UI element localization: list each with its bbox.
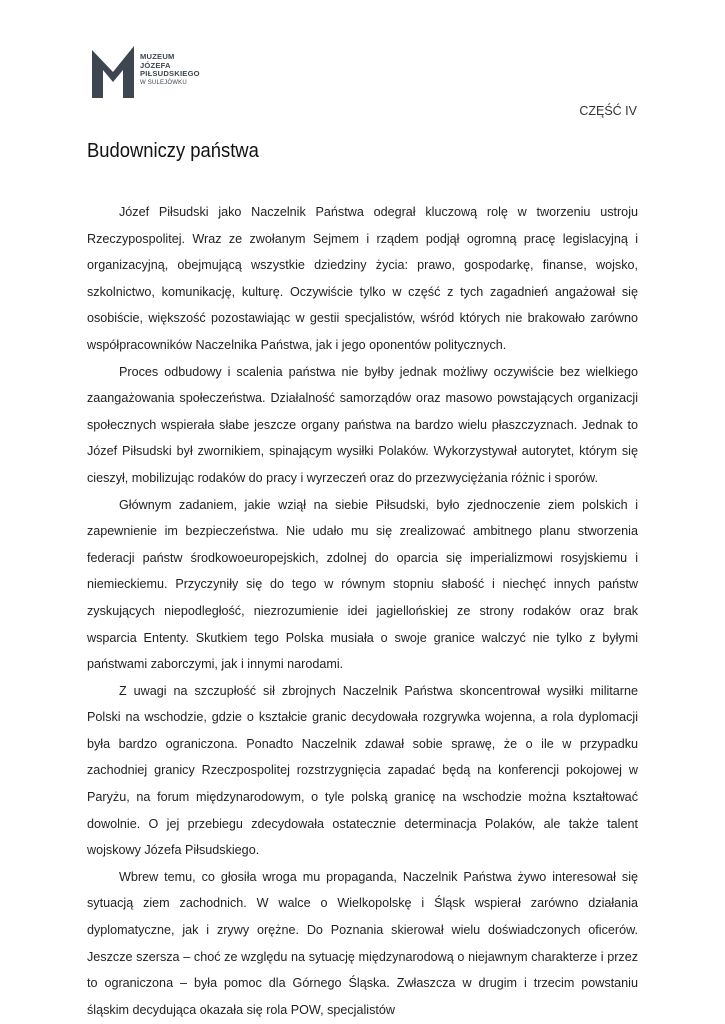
paragraph: Głównym zadaniem, jakie wziął na siebie Piłsudski, było zjednoczenie ziem polskich i zapewnienie im bezpieczeństwa. Nie udało mu się zrealizować ambitnego planu stworzenia federacji państw środkowoeuropejskich, zdolnej do oparcia się imperializmowi rosyjskiemu i niemieckiemu. Przyczyniły się do tego w równym stopniu słabość i niechęć innych państw zyskujących niepodległość, niezrozumienie idei jagiellońskiej ze strony rodaków oraz brak wsparcia Ententy. Skutkiem tego Polska musiała o swoje granice walczyć nie tylko z byłymi państwami zaborczymi, jak i innymi narodami. (87, 497, 638, 672)
document-body (87, 199, 638, 1023)
museum-logo-text (140, 53, 200, 87)
paragraph: Józef Piłsudski jako Naczelnik Państwa odegrał kluczową rolę w tworzeniu ustroju Rzeczypospolitej. Wraz ze zwołanym Sejmem i rządem podjął ogromną pracę legislacyjną i organizacyjną, obejmującą wszystkie dziedziny życia: prawo, gospodarkę, finanse, wojsko, szkolnictwo, komunikację, kulturę. Oczywiście tylko w część z tych zagadnień angażował się osobiście, większość pozostawiając w gestii specjalistów, wśród których nie brakowało zarówno współpracowników Naczelnika Państwa, jak i jego oponentów politycznych. (87, 205, 638, 352)
logo-line-1: MUZEUM (140, 52, 175, 61)
museum-logo-mark-icon (90, 44, 136, 100)
paragraph: Proces odbudowy i scalenia państwa nie byłby jednak możliwy oczywiście bez wielkiego zaangażowania społeczeństwa. Działalność samorządów oraz masowo powstających organizacji społecznych wspierała słabe jeszcze organy państwa na bardzo wielu płaszczyznach. Jednak to Józef Piłsudski był zwornikiem, spinającym wysiłki Polaków. Wykorzystywał autorytet, którym się cieszył, mobilizując rodaków do pracy i wyrzeczeń oraz do przezwyciężania różnic i sporów. (87, 364, 638, 485)
part-label: CZĘŚĆ IV (579, 104, 637, 118)
logo-line-2: JÓZEFA (140, 60, 171, 70)
logo-line-4: W SULEJÓWKU (140, 79, 187, 86)
paragraph: Wbrew temu, co głosiła wroga mu propaganda, Naczelnik Państwa żywo interesował się sytuacją ziem zachodnich. W walce o Wielkopolskę i Śląsk wspierał zarówno działania dyplomatyczne, jak i zrywy orężne. Do Poznania skierował wielu doświadczonych oficerów. Jeszcze szersza – choć ze względu na sytuację międzynarodową o niejawnym charakterze i przez to ograniczona – była pomoc dla Górnego Śląska. Zwłaszcza w drugim i trzecim powstaniu śląskim decydująca okazała się rola POW, specjalistów (87, 869, 638, 1017)
logo-line-3: PIŁSUDSKIEGO (140, 69, 200, 79)
museum-logo (90, 44, 210, 100)
paragraph: Z uwagi na szczupłość sił zbrojnych Naczelnik Państwa skoncentrował wysiłki militarne Polski na wschodzie, gdzie o kształcie granic decydowała rozgrywka wojenna, a rola dyplomacji była bardzo ograniczona. Ponadto Naczelnik zdawał sobie sprawę, że o ile w przypadku zachodniej granicy Rzeczpospolitej rozstrzygnięcia zapadać będą na konferencji pokojowej w Paryżu, na forum międzynarodowym, o tyle polską granicę na wschodzie można kształtować dowolnie. O jej przebiegu zdecydowała ostatecznie determinacja Polaków, ale także talent wojskowy Józefa Piłsudskiego. (87, 683, 638, 858)
page-title: Budowniczy państwa (87, 140, 259, 162)
